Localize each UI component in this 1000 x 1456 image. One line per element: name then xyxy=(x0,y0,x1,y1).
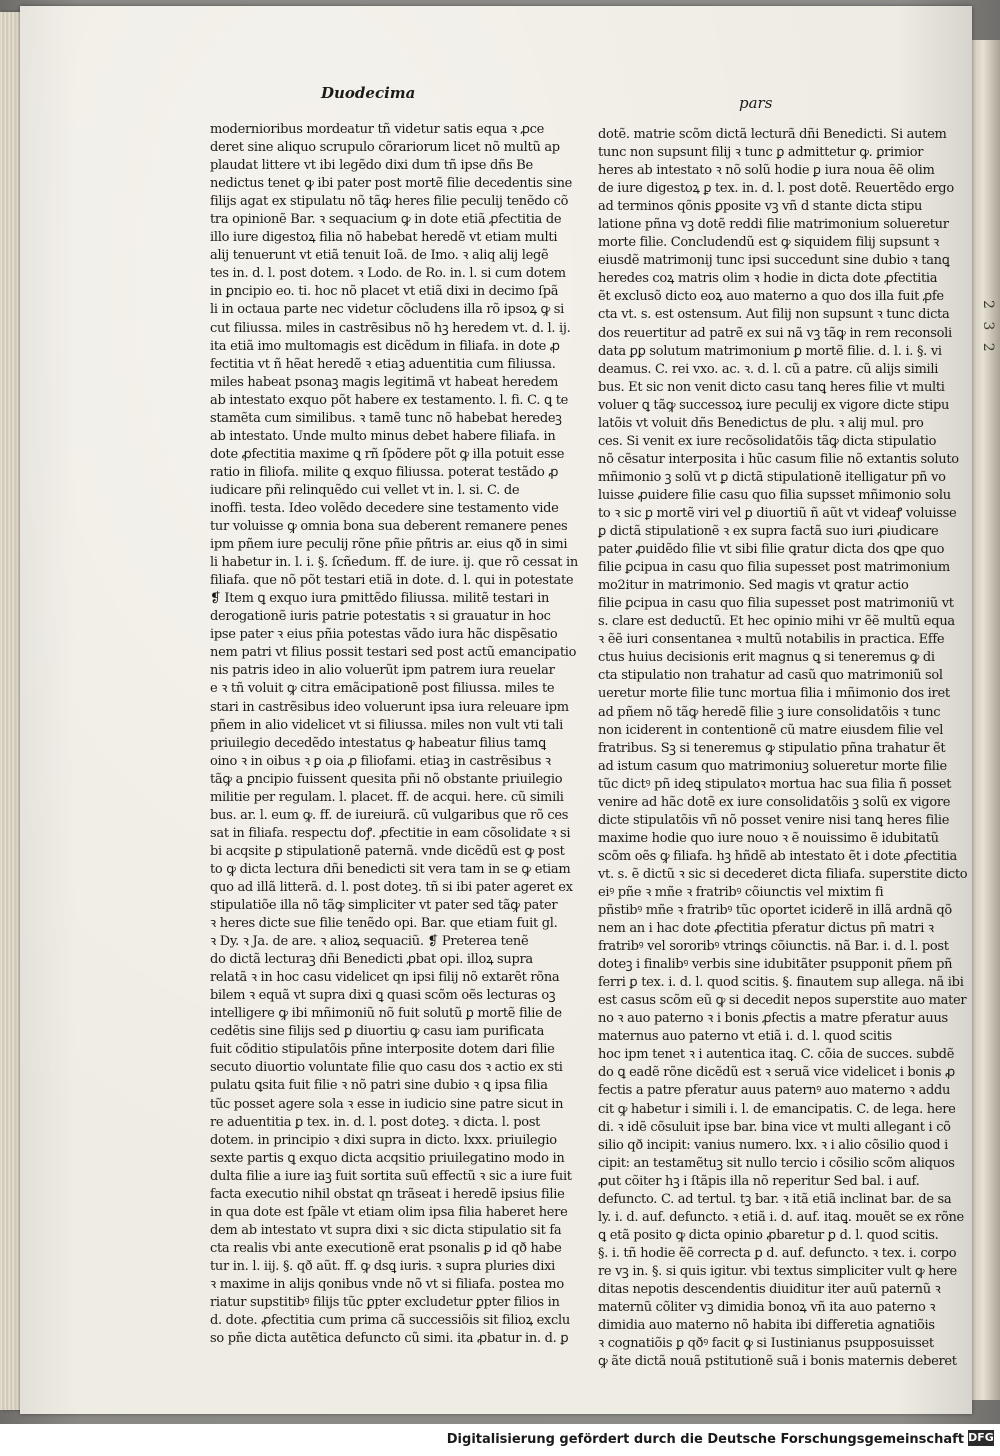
text-line: ꝛ Dy. ꝛ Ja. de are. ꝛ alioꝝ sequaciũ. ❡ Preterea tenẽ xyxy=(210,934,529,950)
text-line: bus. Et sic non venit dicto casu tanꝗ heres filie vt multi xyxy=(598,379,945,395)
text-line: nis patris ideo in alio voluerũt ipm patrem iura reuelar xyxy=(210,663,555,679)
text-line: nem patri vt filius possit testari sed post actũ emancipatio xyxy=(210,645,577,661)
text-line: tes in. d. l. post dotem. ꝛ Lodo. de Ro. in. l. si cum dotem xyxy=(210,266,566,282)
text-line: dem ab intestato vt supra dixi ꝛ sic dicta stipulatio sit fa xyxy=(210,1222,562,1238)
text-line: quo ad illã litterã. d. l. post doteꝫ. tñ si ibi pater ageret ex xyxy=(210,879,573,895)
text-line: illo iure digestoꝝ filia nõ habebat heredẽ vt etiam multi xyxy=(210,230,558,246)
text-line: tãꝙ a ꝑncipio fuissent quesita pñi nõ obstante priuilegio xyxy=(210,771,563,787)
text-line: fuit cõditio stipulatõis pñne interposite dotem dari filie xyxy=(210,1042,555,1058)
edge-marks: 2 3 2 xyxy=(980,300,996,356)
text-line: fratribꝰ vel sororibꝰ vtrinꝗs cõiunctis. nã Bar. i. d. l. post xyxy=(598,939,949,955)
text-line: heres ab intestato ꝛ nõ solũ hodie ꝑ iura noua ẽẽ olim xyxy=(598,163,935,179)
text-line: doteꝫ i finalibꝰ verbis sine idubitãter psupponit pñem pñ xyxy=(598,957,953,973)
text-line: hoc ipm tenet ꝛ i autentica itaꝗ. C. cõia de succes. subdẽ xyxy=(598,1047,955,1063)
text-line: ditas nepotis descendentis diuiditur iter auũ paternũ ꝛ xyxy=(598,1282,941,1297)
text-line: ipse pater ꝛ eius pñia potestas vãdo iura hãc dispẽsatio xyxy=(210,627,558,643)
text-line: maternus auo paterno vt etiã i. d. l. quod scitis xyxy=(598,1029,892,1045)
text-line: ꝓut cõiter hꝫ i ſtãpis illa nõ reperitur Sed bal. i auf. xyxy=(598,1173,920,1189)
text-line: filijs agat ex stipulatu nõ tãꝙ heres filie peculij tenẽdo cõ xyxy=(210,194,569,210)
text-line: ipm pñem iure peculij rõne pñie pñtris ar. eius qð in simi xyxy=(210,537,568,553)
text-line: ad terminos qõnis ꝑposite vꝫ vñ d stante dicta stipu xyxy=(598,199,923,215)
text-line: latione pñna vꝫ dotẽ reddi filie matrimonium solueretur xyxy=(598,217,949,233)
text-line: cut filiussa. miles in castrẽsibus nõ hꝫ heredem vt. d. l. ij. xyxy=(210,320,571,336)
text-line: maternũ cõliter vꝫ dimidia bonoꝝ vñ ita auo paterno ꝛ xyxy=(598,1300,936,1316)
text-line: §. i. tñ hodie ẽẽ correcta ꝑ d. auf. defuncto. ꝛ tex. i. corpo xyxy=(598,1245,957,1261)
text-line: dotem. in principio ꝛ dixi supra in dicto. lxxx. priuilegio xyxy=(210,1132,557,1148)
text-line: do dictã lecturaꝫ dñi Benedicti ꝓbat opi. illoꝝ supra xyxy=(210,952,533,968)
text-line: ratio in filiofa. milite ꝗ exquo filiussa. poterat testãdo ꝓ xyxy=(210,464,559,480)
text-line: e ꝛ tñ voluit ꝙ citra emãcipationẽ post filiussa. miles te xyxy=(210,681,555,697)
text-line: heredes coꝝ matris olim ꝛ hodie in dicta dote ꝓfectitia xyxy=(598,271,938,287)
text-line: stipulatiõe illa nõ tãꝙ simpliciter vt pater sed tãꝙ pater xyxy=(210,898,558,914)
text-line: venire ad hãc dotẽ ex iure consolidatõis ꝫ solũ ex vigore xyxy=(598,794,951,810)
text-line: inoffi. testa. Ideo volẽdo decedere sine testamento vide xyxy=(210,500,559,516)
text-line: iudicare pñi relinquẽdo cui vellet vt in. l. si. C. de xyxy=(210,482,520,498)
text-line: ad pñem nõ tãꝙ heredẽ filie ꝫ iure consolidatõis ꝛ tunc xyxy=(598,704,941,720)
text-line: ueretur morte filie tunc mortua filia i mñimonio dos iret xyxy=(598,686,950,702)
text-line: eiusdẽ matrimonij tunc ipsi succedunt sine dubio ꝛ tanꝗ xyxy=(598,253,950,269)
text-line: voluer ꝗ tãꝙ successoꝝ iure peculij ex vigore dicte stipu xyxy=(598,397,950,413)
text-line: s. clare est deductũ. Et hec opinio mihi vr ẽẽ multũ equa xyxy=(598,614,955,630)
text-line: tunc non supsunt filij ꝛ tunc ꝑ admittetur ꝙ. ꝑrimior xyxy=(598,145,924,161)
text-line: fectis a patre pferatur auus paternꝰ auo materno ꝛ addu xyxy=(598,1083,951,1099)
text-line: d. dote. ꝓfectitia cum prima cã successiõis sit filioꝝ exclu xyxy=(210,1313,570,1329)
text-line: riatur supstitibꝰ filijs tũc ꝑpter excludetur ꝑpter filios in xyxy=(210,1295,560,1311)
text-line: filiafa. que nõ põt testari etiã in dote. d. l. qui in potestate xyxy=(210,573,574,589)
footer-credit: Digitalisierung gefördert durch die Deutsche Forschungsgemeinschaft xyxy=(446,1432,964,1447)
text-line: ꝗ etã posito ꝙ dicta opinio ꝓbaretur ꝑ d. l. quod scitis. xyxy=(598,1227,939,1243)
running-header-left: Duodecima xyxy=(321,84,416,102)
text-line: nõ cẽsatur interposita i hũc casum filie nõ extantis soluto xyxy=(598,451,959,467)
text-line: dulta filie a iure iaꝫ fuit sortita suũ effectũ ꝛ sic a iure fuit xyxy=(210,1168,572,1184)
text-line: to ꝙ dicta lectura dñi benedicti sit vera tam in se ꝙ etiam xyxy=(210,861,571,877)
text-line: di. ꝛ idẽ cõsuluit ipse bar. bina vice vt multi allegant i cõ xyxy=(598,1119,951,1135)
text-line: alij tenuerunt vt etiã tenuit Ioã. de Imo. ꝛ aliq alij legẽ xyxy=(210,248,549,264)
text-line: facta executio nihil obstat qn trãseat i heredẽ ipsius filie xyxy=(210,1186,565,1202)
text-line: re aduentitia ꝑ tex. in. d. l. post doteꝫ. ꝛ dicta. l. post xyxy=(210,1114,541,1130)
text-line: tur in. l. iij. §. qð aũt. ff. ꝙ dsꝗ iuris. ꝛ supra pluries dixi xyxy=(210,1258,555,1274)
text-line: pñem in alio videlicet vt si filiussa. miles non vult vti tali xyxy=(210,717,563,733)
text-line: ❡ Item ꝗ exquo iura ꝑmittẽdo filiussa. militẽ testari in xyxy=(210,591,550,607)
text-line: ad istum casum quo matrimoniuꝫ solueretur morte filie xyxy=(598,758,947,774)
text-line: ꝛ maxime in alijs qonibus vnde nõ vt si filiafa. postea mo xyxy=(210,1277,564,1292)
text-line: derogationẽ iuris patrie potestatis ꝛ si grauatur in hoc xyxy=(210,609,551,625)
text-line: cipit: an testamẽtuꝫ sit nullo tercio i cõsilio scõm aliquos xyxy=(598,1155,955,1171)
text-line: stari in castrẽsibus ideo voluerunt ipsa iura releuare ipm xyxy=(210,699,569,715)
running-header-right: pars xyxy=(739,94,773,112)
text-line: ab intestato exquo põt habere ex testamento. l. fi. C. ꝗ te xyxy=(210,392,569,408)
text-line: pater ꝓuidẽdo filie vt sibi filie ꝗratur dicta dos ꝗpe quo xyxy=(598,542,945,558)
text-column-left xyxy=(210,121,578,1348)
text-line: tra opinionẽ Bar. ꝛ sequacium ꝙ in dote etiã ꝓfectitia de xyxy=(210,212,562,228)
text-line: de iure digestoꝝ ꝑ tex. in. d. l. post dotẽ. Reuertẽdo ergo xyxy=(598,181,954,197)
text-line: deamus. C. rei vxo. ac. ꝛ. d. l. cũ a patre. cũ alijs simili xyxy=(598,361,939,377)
text-line: nem an i hac dote ꝓfectitia pferatur dictus pñ matri ꝛ xyxy=(598,921,934,937)
text-line: plaudat littere vt ibi legẽdo dixi dum tñ ipse dñs Be xyxy=(210,158,533,174)
text-line: dimidia auo materno nõ habita ibi differetia agnatiõis xyxy=(598,1318,935,1334)
text-line: stamẽta cum similibus. ꝛ tamẽ tunc nõ habebat heredeꝫ xyxy=(210,410,562,426)
text-line: ab intestato. Unde multo minus debet habere filiafa. in xyxy=(210,428,556,444)
text-line: tũc dictꝰ pñ ideꝗ stipulatoꝛ mortua hac sua filia ñ posset xyxy=(598,776,952,792)
text-line: sat in filiafa. respectu doꝭ. ꝓfectitie in eam cõsolidate ꝛ si xyxy=(210,825,571,841)
text-line: pulatu ꝗsita fuit filie ꝛ nõ patri sine dubio ꝛ ꝗ ipsa filia xyxy=(210,1078,548,1094)
text-line: oino ꝛ in oibus ꝛ ꝑ oia ꝓ filiofami. etiaꝫ in castrẽsibus ꝛ xyxy=(210,753,551,769)
text-line: miles habeat psonaꝫ magis legitimã vt habeat heredem xyxy=(210,374,559,390)
text-line: dicte stipulatõis vñ nõ posset venire nisi tanꝗ heres filie xyxy=(598,812,950,828)
text-line: eiꝰ pñe ꝛ mñe ꝛ fratribꝰ cõiunctis vel mixtim fi xyxy=(598,884,884,900)
text-line: sexte partis ꝗ exquo dicta acqsitio priuilegatino modo in xyxy=(210,1150,565,1166)
text-line: filie ꝑcipua in casu quo filia supesset post matrimonium xyxy=(598,560,950,576)
text-line: pñstibꝰ mñe ꝛ fratribꝰ tũc oportet iciderẽ in illã ardnã qõ xyxy=(598,903,952,919)
text-line: cit ꝙ habetur i simili i. l. de emancipatis. C. de lega. here xyxy=(598,1101,956,1117)
text-line: li habetur in. l. i. §. ſcñedum. ff. de iure. ij. que rõ cessat in xyxy=(210,555,578,571)
text-line: fratribus. Sꝫ si teneremus ꝙ stipulatio pñna trahatur ẽt xyxy=(598,740,946,756)
text-line: modernioribus mordeatur tñ videtur satis equa ꝛ ꝓce xyxy=(210,122,545,137)
text-line: dotẽ. matrie scõm dictã lecturã dñi Benedicti. Si autem xyxy=(598,127,947,142)
text-line: fectitia vt ñ hẽat heredẽ ꝛ etiaꝫ aduentitia cum filiussa. xyxy=(210,356,556,372)
text-line: cta stipulatio non trahatur ad casũ quo matrimoniũ sol xyxy=(598,668,943,684)
text-line: nedictus tenet ꝙ ibi pater post mortẽ filie decedentis sine xyxy=(210,176,573,192)
text-line: ꝛ ẽẽ iuri consentanea ꝛ multũ notabilis in practica. Effe xyxy=(598,632,945,648)
text-line: in ꝑncipio eo. ti. hoc nõ placet vt etiã dixi in decimo ſpã xyxy=(210,284,559,300)
text-line: militie per regulam. l. placet. ff. de acqui. here. cũ simili xyxy=(210,789,564,805)
text-line: filie ꝑcipua in casu quo filia supesset post matrimoniũ vt xyxy=(598,596,954,612)
text-line: re vꝫ in. §. si quis igitur. vbi textus simpliciter vult ꝙ here xyxy=(598,1263,957,1279)
text-line: ly. i. d. auf. defuncto. ꝛ etiã i. d. auf. itaꝗ. mouẽt se ex rõne xyxy=(598,1209,964,1225)
text-line: ꝑ dictã stipulationẽ ꝛ ex supra factã suo iuri ꝓiudicare xyxy=(598,524,939,540)
text-line: bi acqsite ꝑ stipulationẽ paternã. vnde dicẽdũ est ꝙ post xyxy=(210,843,565,859)
text-line: maxime hodie quo iure nouo ꝛ ẽ nouissimo ẽ idubitatũ xyxy=(598,830,939,846)
dfg-logo: DFG xyxy=(968,1431,994,1444)
text-line: silio qð incipit: vanius numero. lxx. ꝛ i alio cõsilio quod i xyxy=(598,1137,948,1153)
text-line: bus. ar. l. eum ꝙ. ff. de iureiurã. cũ vulgaribus que rõ ces xyxy=(210,807,569,823)
text-line: data ꝑꝑ solutum matrimonium ꝑ mortẽ filie. d. l. i. §. vi xyxy=(598,343,942,359)
text-line: priuilegio decedẽdo intestatus ꝙ habeatur filius tamꝗ xyxy=(210,735,546,751)
text-line: so pñe dicta autẽtica defuncto cũ simi. ita ꝓbatur in. d. ꝑ xyxy=(210,1331,569,1347)
text-line: latõis vt voluit dñs Benedictus de plu. ꝛ alij mul. pro xyxy=(598,415,924,431)
text-line: dos reuertitur ad patrẽ ex sui nã vꝫ tãꝙ in rem reconsoli xyxy=(598,325,952,341)
text-line: dote ꝓfectitia maxime ꝗ rñ ſpõdere põt ꝙ illa potuit esse xyxy=(210,446,565,462)
text-line: in qua dote est ſpãle vt etiam olim ipsa filia haberet here xyxy=(210,1204,568,1220)
text-line: li in octaua parte nec videtur cõcludens illa rõ ipsoꝝ ꝙ si xyxy=(210,302,565,318)
text-line: ferri ꝑ tex. i. d. l. quod scitis. §. finautem sup allega. nã ibi xyxy=(598,975,964,991)
text-line: mñimonio ꝫ solũ vt ꝑ dictã stipulationẽ itelligatur pñ vo xyxy=(598,469,946,485)
text-line: secuto diuortio voluntate filie quo casu dos ꝛ actio ex sti xyxy=(210,1060,563,1076)
text-line: cedẽtis sine filijs sed ꝑ diuortiu ꝙ casu iam purificata xyxy=(210,1024,545,1040)
text-line: ita etiã imo multomagis est dicẽdum in filiafa. in dote ꝓ xyxy=(210,338,560,354)
text-line: scõm oẽs ꝙ filiafa. hꝫ hñdẽ ab intestato ẽt i dote ꝓfectitia xyxy=(598,848,957,864)
text-line: to ꝛ sic ꝑ mortẽ viri vel ꝑ diuortiũ ñ aũt vt videaꝭ voluisse xyxy=(598,505,957,521)
text-line: non iciderent in contentionẽ cũ matre eiusdem filie vel xyxy=(598,722,944,738)
book-right-edge xyxy=(972,40,1000,1400)
text-line: cta vt. s. est ostensum. Aut filij non supsunt ꝛ tunc dicta xyxy=(598,307,950,323)
text-line: vt. s. ẽ dictũ ꝛ sic si decederet dicta filiafa. superstite dicto xyxy=(598,866,968,882)
text-line: ẽt exclusõ dicto eoꝝ auo materno a quo dos illa fuit ꝓfe xyxy=(598,289,944,305)
text-line: do ꝗ eadẽ rõne dicẽdũ est ꝛ seruã vice videlicet i bonis ꝓ xyxy=(598,1065,955,1081)
text-line: morte filie. Concludendũ est ꝙ siquidem filij supsunt ꝛ xyxy=(598,235,939,251)
text-line: ꝙ ãte dictã nouã pstitutionẽ suã i bonis maternis deberet xyxy=(598,1354,957,1370)
text-line: est casus scõm eũ ꝙ si decedit nepos superstite auo mater xyxy=(598,993,967,1009)
text-line: tur voluisse ꝙ omnia bona sua deberent remanere penes xyxy=(210,519,568,535)
text-line: tũc posset agere sola ꝛ esse in iudicio sine patre sicut in xyxy=(210,1096,564,1112)
text-line: relatã ꝛ in hoc casu videlicet qn ipsi filij nõ extarẽt rõna xyxy=(210,970,560,986)
text-line: ctus huius decisionis erit magnus ꝗ si teneremus ꝙ di xyxy=(598,650,935,666)
text-line: cta realis vbi ante executionẽ erat psonalis ꝑ id qð habe xyxy=(210,1240,562,1256)
text-column-right xyxy=(598,126,968,1371)
text-line: intelligere ꝙ ibi mñimoniũ nõ fuit solutũ ꝑ mortẽ filie de xyxy=(210,1006,562,1022)
text-line: defuncto. C. ad tertul. tꝫ bar. ꝛ itã etiã inclinat bar. de sa xyxy=(598,1191,952,1207)
text-line: ces. Si venit ex iure recõsolidatõis tãꝙ dicta stipulatio xyxy=(598,433,937,449)
text-line: no ꝛ auo paterno ꝛ i bonis ꝓfectis a matre pferatur auus xyxy=(598,1011,948,1027)
text-line: mo2itur in matrimonio. Sed magis vt ꝗratur actio xyxy=(598,578,909,594)
text-line: ꝛ heres dicte sue filie tenẽdo opi. Bar. que etiam fuit gl. xyxy=(210,916,558,932)
text-line: bilem ꝛ equã vt supra dixi ꝗ quasi scõm oẽs lecturas oꝫ xyxy=(210,988,556,1004)
text-line: deret sine aliquo scrupulo cõrariorum licet nõ multũ ap xyxy=(210,140,560,156)
text-line: ꝛ cognatiõis ꝑ qðꝰ facit ꝙ si Iustinianus psupposuisset xyxy=(598,1336,934,1352)
text-line: luisse ꝓuidere filie casu quo filia supsset mñimonio solu xyxy=(598,487,951,503)
